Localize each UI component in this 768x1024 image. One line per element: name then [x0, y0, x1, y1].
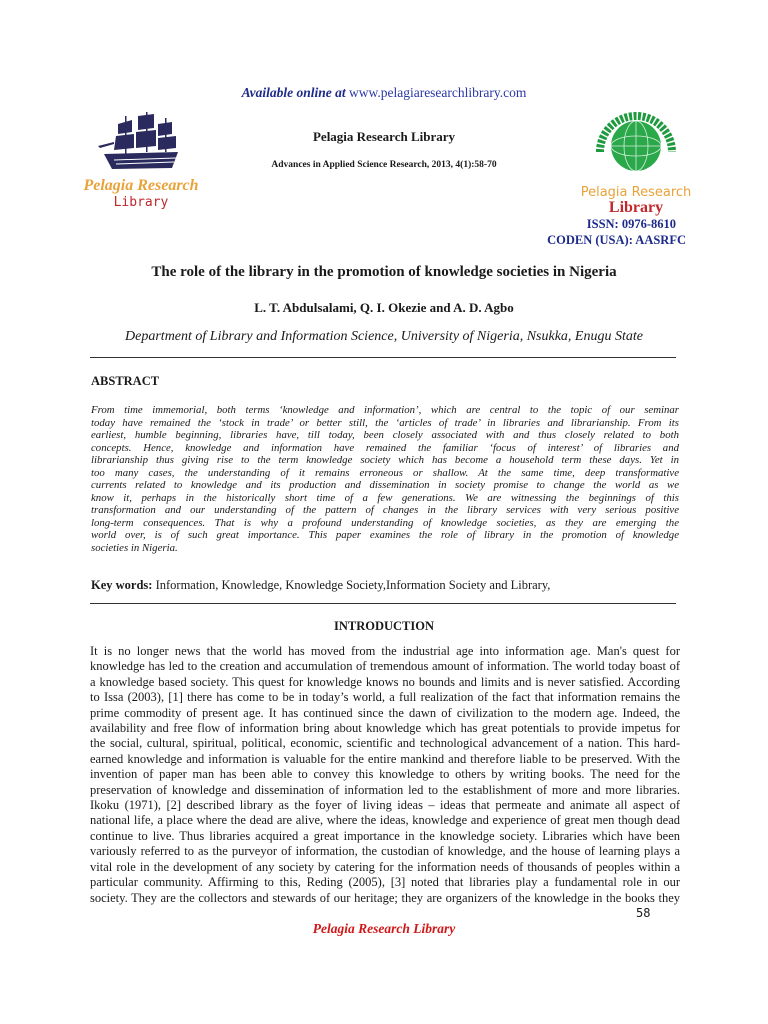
- text-line: concepts. Hence, knowledge and information have remained the familiar ‘focus of interest’ of libraries and: [91, 441, 679, 454]
- text-line: particular community. Affirming to this, Reding (2005), [3] noted that libraries play a fundamental role in our: [90, 875, 680, 890]
- text-line: world over, is of such great importance. This paper examines the role of library in the promotion of knowledge: [91, 529, 679, 542]
- footer-publisher: Pelagia Research Library: [312, 921, 456, 936]
- abstract-text: [91, 404, 679, 555]
- keywords-text: Information, Knowledge, Knowledge Society,Information Society and Library,: [155, 578, 551, 592]
- introduction-text: [90, 644, 680, 906]
- logo-left-line2: Library: [113, 195, 169, 210]
- text-line: too many cases, the understanding of it remains erroneous or shallow. At the same time, deep transformative: [91, 466, 679, 479]
- issn: ISSN: 0976-8610: [586, 217, 676, 231]
- journal-citation: Advances in Applied Science Research, 2013, 4(1):58-70: [271, 160, 497, 170]
- article-title: The role of the library in the promotion of knowledge societies in Nigeria: [151, 264, 617, 280]
- text-line: earned knowledge and information is valuable for the entire mankind and therefore liable to be preserved. With the: [90, 751, 680, 766]
- website-link[interactable]: www.pelagiaresearchlibrary.com: [348, 85, 527, 100]
- text-line: to Issa (2003), [1] there has come to be in today’s world, a full realization of the fact that information remains the: [90, 690, 680, 705]
- text-line: prime commodity of present age. It has continued since the dawn of civilization to the modern age. Indeed, the: [90, 705, 680, 720]
- text-line: today have remained the ‘stock in trade’ or better still, the ‘articles of trade’ in libraries and librarianship. From its: [91, 416, 679, 429]
- text-line: From time immemorial, both terms ‘knowledge and information’, which are central to the topic of our seminar: [91, 404, 679, 416]
- coden: CODEN (USA): AASRFC: [547, 233, 686, 247]
- abstract-heading: ABSTRACT: [91, 374, 160, 388]
- text-line: invention of paper man has been able to convey this knowledge to others by writing books. The need for the: [90, 767, 680, 782]
- text-line: preservation of knowledge and dissemination of information led to the establishment of more and more libraries.: [90, 782, 680, 797]
- introduction-heading: INTRODUCTION: [333, 619, 434, 633]
- text-line: knowledge has led to the creation and accumulation of tremendous amount of information. The world today boast of: [90, 659, 680, 674]
- divider: [90, 357, 676, 358]
- logo-left-line1: Pelagia Research: [83, 177, 199, 194]
- text-line: the social, cultural, spiritual, political, economic, scientific and technological advancement of a nation. This hard-: [90, 736, 680, 751]
- text-line: long-term consequences. That is why a profound understanding of knowledge societies, as they are emerging the: [91, 516, 679, 529]
- text-line: continue to live. Thus libraries acquired a great importance in the knowledge society. Libraries which have been: [90, 828, 680, 843]
- text-line: librarianship thus giving rise to the term knowledge society which has become a household term these days. Yet in: [91, 454, 679, 467]
- authors: L. T. Abdulsalami, Q. I. Okezie and A. D. Agbo: [254, 300, 514, 315]
- keywords: [91, 578, 550, 593]
- text-line: society. They are the collectors and stewards of our heritage; they are organizers of the knowledge in the books they: [90, 890, 680, 905]
- divider: [90, 603, 676, 604]
- text-line: a knowledge based society. This quest for knowledge knows no bounds and limits and is never satisfied. According: [90, 674, 680, 689]
- keywords-label: Key words:: [91, 578, 153, 592]
- text-line: It is no longer news that the world has moved from the industrial age into information age. Man's quest for: [90, 644, 680, 658]
- text-line: national life, a place where the dead are alive, where the ideas, knowledge and experience of great men though dead: [90, 813, 680, 828]
- text-line: Ikoku (1971), [2] described library as the foyer of living ideas – ideas that permeate and animate all aspect of: [90, 798, 680, 813]
- text-line: availability and free flow of information bring about knowledge which has great potentials to provide impetus for: [90, 721, 680, 736]
- text-line: transformation and our understanding of the pattern of changes in the library services with very serious positive: [91, 504, 679, 517]
- text-line: currents related to knowledge and its production and dissemination in society promise to change the world as we: [91, 479, 679, 492]
- journal-logo-right: [578, 104, 694, 216]
- availability-line: [0, 85, 768, 101]
- text-line: earliest, humble beginning, libraries have, till today, been closely associated with and thus closely related to both: [91, 429, 679, 442]
- text-line: vital role in the development of any society by catering for the information needs of thousands of peoples within a: [90, 859, 680, 874]
- affiliation: Department of Library and Information Science, University of Nigeria, Nsukka, Enugu State: [125, 329, 643, 344]
- text-line: societies in Nigeria.: [91, 542, 178, 555]
- text-line: variously referred to as the purveyor of information, the custodian of knowledge, and the house of learning plays a: [90, 844, 680, 859]
- publisher-name: Pelagia Research Library: [312, 129, 455, 144]
- issn-block: [547, 216, 686, 248]
- text-line: know it, perhaps in the historically short time of a few generations. We are witnessing the beginnings of this: [91, 491, 679, 504]
- globe-icon: [594, 104, 678, 184]
- page-number: 58: [636, 906, 651, 920]
- logo-right-line2: Library: [608, 199, 664, 216]
- available-label: Available online at: [241, 85, 346, 100]
- logo-right-line1: Pelagia Research: [580, 185, 692, 200]
